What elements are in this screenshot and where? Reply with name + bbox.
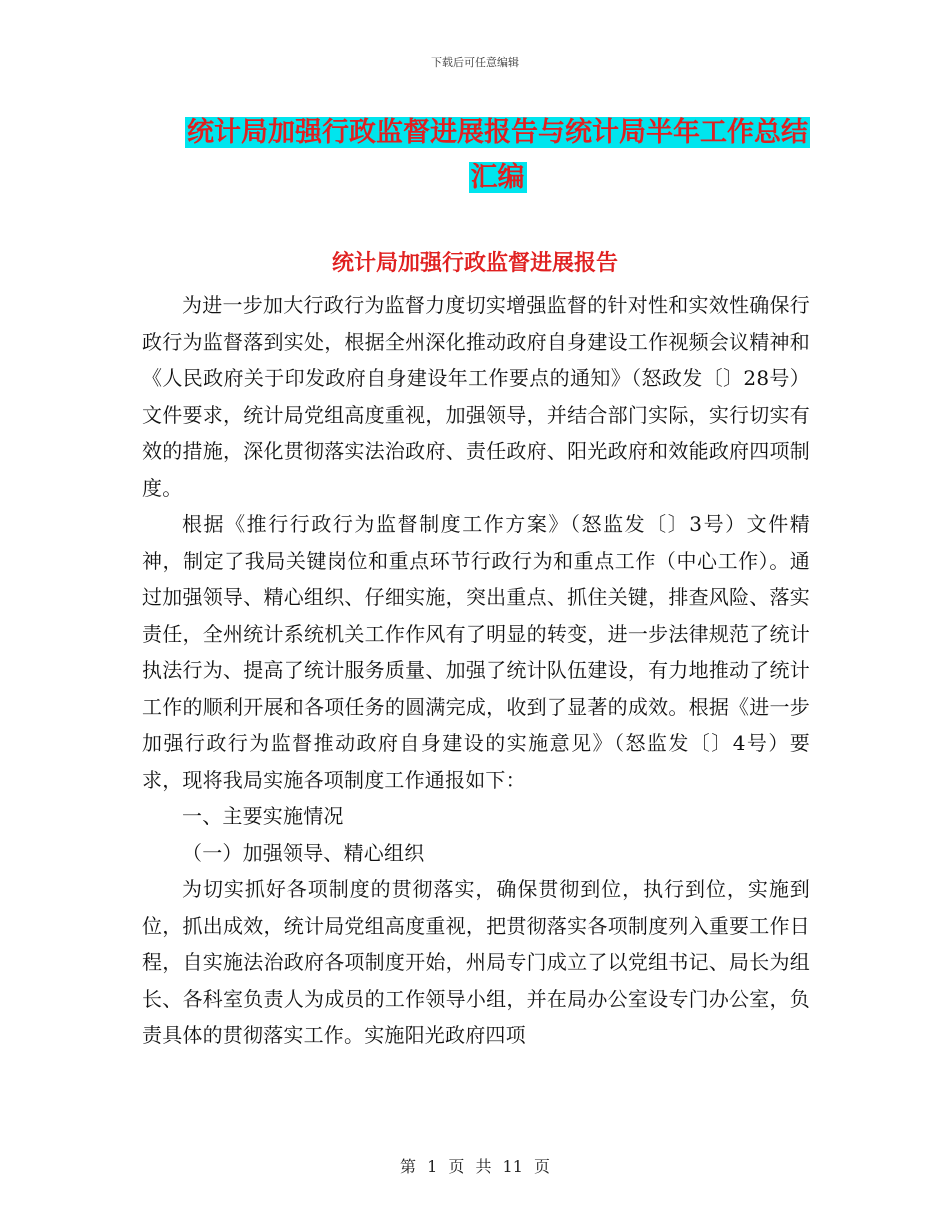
paragraph: 为进一步加大行政行为监督力度切实增强监督的针对性和实效性确保行政行为监督落到实处，根据全州深化推动政府自身建设工作视频会议精神和《人民政府关于印发政府自身建设年工作要点的通知》（怒政发〔〕28号）文件要求，统计局党组高度重视，加强领导，并结合部门实际，实行切实有效的措施，深化贯彻落实法治政府、责任政府、阳光政府和效能政府四项制度。 [142,293,810,500]
paragraph: 为切实抓好各项制度的贯彻落实，确保贯彻到位，执行到位，实施到位，抓出成效，统计局党组高度重视，把贯彻落实各项制度列入重要工作日程，自实施法治政府各项制度开始，州局专门成立了以党组书记、局长为组长、各科室负责人为成员的工作领导小组，并在局办公室设专门办公室，负责具体的贯彻落实工作。实施阳光政府四项 [142,877,810,1047]
document-body [142,287,810,1054]
document-title [140,110,855,200]
page-number: 第 1 页 共 11 页 [400,1157,550,1176]
page-header-note: 下载后可任意编辑 [431,56,519,69]
section-heading: 一、主要实施情况 [182,804,344,828]
subsection-heading: （一）加强领导、精心组织 [182,840,425,865]
title-line-2: 汇编 [470,162,525,193]
paragraph: 根据《推行行政行为监督制度工作方案》（怒监发〔〕3号）文件精神，制定了我局关键岗位和重点环节行政行为和重点工作（中心工作）。通过加强领导、精心组织、仔细实施，突出重点、抓住关键，排查风险、落实责任，全州统计系统机关工作作风有了明显的转变，进一步法律规范了统计执法行为、提高了统计服务质量、加强了统计队伍建设，有力地推动了统计工作的顺利开展和各项任务的圆满完成，收到了显著的成效。根据《进一步加强行政行为监督推动政府自身建设的实施意见》（怒监发〔〕4号）要求，现将我局实施各项制度工作通报如下： [142,512,810,792]
section-title: 统计局加强行政监督进展报告 [331,250,618,276]
title-line-1: 统计局加强行政监督进展报告与统计局半年工作总结 [187,117,808,148]
